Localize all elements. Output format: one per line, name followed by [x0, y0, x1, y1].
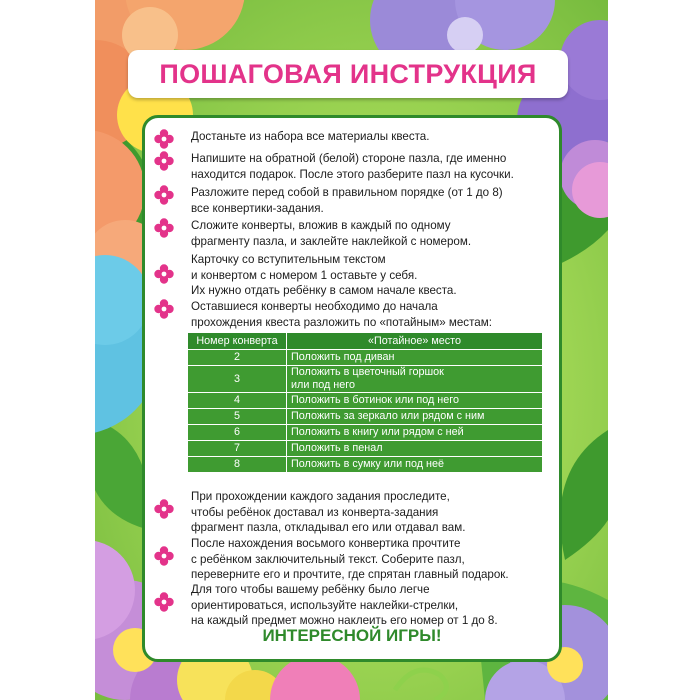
envelope-number: 3	[188, 366, 287, 393]
table-header-row	[188, 333, 543, 350]
step-text: При прохождении каждого задания проследите, чтобы ребёнок доставал из конверта-задания фрагмент пазла, откладывал его или отдавал вам.	[191, 490, 466, 535]
hiding-place: Положить в книгу или рядом с ней	[287, 425, 543, 441]
title-banner	[128, 50, 568, 98]
table-row	[188, 409, 543, 425]
closing-text: ИНТЕРЕСНОЙ ИГРЫ!	[262, 626, 442, 645]
table-row	[188, 425, 543, 441]
table-row	[188, 350, 543, 366]
hiding-place: Положить в пенал	[287, 441, 543, 457]
step-text: Сложите конверты, вложив в каждый по одному фрагменту пазла, и заклейте наклейкой с номером.	[191, 219, 472, 248]
flower-bullet-icon	[153, 545, 175, 567]
table-row	[188, 393, 543, 409]
envelope-number: 8	[188, 457, 287, 473]
flower-bullet-icon	[153, 498, 175, 520]
instruction-card	[142, 115, 562, 662]
column-header: «Потайное» место	[287, 333, 543, 350]
envelope-number: 7	[188, 441, 287, 457]
flower-bullet-icon	[153, 217, 175, 239]
flower-bullet-icon	[153, 298, 175, 320]
flower-bullet-icon	[153, 591, 175, 613]
step-text: Напишите на обратной (белой) стороне пазла, где именно находится подарок. После этого разберите пазл на кусочки.	[191, 152, 514, 181]
envelope-number: 6	[188, 425, 287, 441]
step-text: Достаньте из набора все материалы квеста.	[191, 130, 430, 143]
step-text: Оставшиеся конверты необходимо до начала прохождения квеста разложить по «потайным» местам:	[191, 300, 492, 329]
hiding-place: Положить в ботинок или под него	[287, 393, 543, 409]
hiding-places-table	[187, 332, 543, 473]
flower-bullet-icon	[153, 128, 175, 150]
column-header: Номер конверта	[188, 333, 287, 350]
flower-bullet-icon	[153, 150, 175, 172]
table-row	[188, 366, 543, 393]
flower-bullet-icon	[153, 184, 175, 206]
hiding-place: Положить под диван	[287, 350, 543, 366]
page-title: ПОШАГОВАЯ ИНСТРУКЦИЯ	[159, 58, 537, 89]
table-row	[188, 457, 543, 473]
step-text: Карточку со вступительным текстом и конвертом с номером 1 оставьте у себя. Их нужно отдать ребёнку в самом начале квеста.	[191, 253, 457, 298]
hiding-place: Положить в сумку или под неё	[287, 457, 543, 473]
envelope-number: 5	[188, 409, 287, 425]
hiding-place: Положить в цветочный горшок или под него	[287, 366, 543, 393]
flower-bullet-icon	[153, 263, 175, 285]
step-text: Для того чтобы вашему ребёнку было легче ориентироваться, используйте наклейки-стрелки, на каждый предмет можно наклеить его номер от 1 до 8.	[191, 583, 498, 628]
poster	[95, 0, 608, 700]
step-text: После нахождения восьмого конвертика прочтите с ребёнком заключительный текст. Соберите пазл, переверните его и прочтите, где спрятан главный подарок.	[191, 537, 509, 582]
envelope-number: 2	[188, 350, 287, 366]
table-row	[188, 441, 543, 457]
envelope-number: 4	[188, 393, 287, 409]
step-text: Разложите перед собой в правильном порядке (от 1 до 8) все конвертики-задания.	[191, 186, 503, 215]
hiding-place: Положить за зеркало или рядом с ним	[287, 409, 543, 425]
